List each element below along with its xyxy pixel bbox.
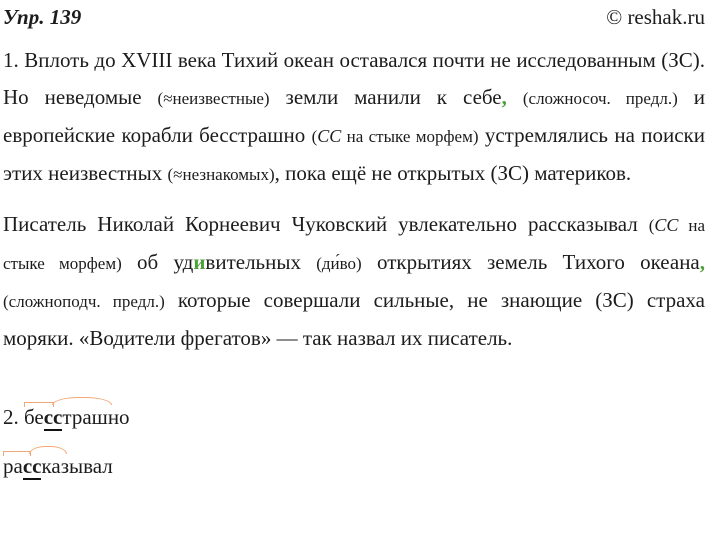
annotation-run: (: [648, 216, 655, 235]
annotation-run: (: [311, 127, 318, 146]
section-2-morpheme-analysis: [3, 405, 705, 478]
word-part: бе: [24, 405, 44, 429]
paragraph-1: [3, 42, 705, 193]
annotation-run: (сложносоч. предл.): [522, 89, 678, 108]
item-number: 2.: [3, 405, 24, 429]
word-part: ра: [3, 454, 23, 478]
root-arc-mark: [29, 446, 66, 455]
highlighted-comma: ,: [699, 250, 706, 274]
word-part: трашно: [62, 405, 130, 429]
annotation-run: (≈неизвестные): [157, 89, 270, 108]
text-run: Писатель Николай Корнеевич Чуковский увлекательно рассказывал: [3, 212, 649, 236]
text-run: [507, 85, 523, 109]
text-run: вительных: [205, 250, 317, 274]
double-consonant: сс: [22, 454, 42, 478]
annotation-run: (сложноподч. предл.): [3, 292, 165, 311]
paragraph-2: [3, 206, 705, 357]
annotation-run: (≈незнакомых): [167, 165, 275, 184]
prefix-mark: [3, 451, 31, 456]
text-run: и европейские корабли бесстрашно: [3, 85, 705, 147]
copyright-text: © reshak.ru: [606, 5, 705, 29]
text-run: земли манили к себе: [269, 85, 502, 109]
morpheme-word-besstrashno: [24, 405, 130, 429]
highlighted-letter: и: [193, 250, 206, 274]
root-arc-mark: [52, 397, 112, 406]
annotation-run: на стыке морфем): [341, 127, 479, 146]
morpheme-line: [3, 405, 705, 429]
morpheme-line: [3, 454, 705, 478]
morpheme-word-rasskazyval: [3, 454, 113, 478]
text-run: открытиях земель Тихого океана: [361, 250, 700, 274]
annotation-italic-run: СС: [654, 215, 679, 235]
word-part: казывал: [41, 454, 113, 478]
annotation-run: на стыке морфем): [3, 216, 705, 273]
text-run: , пока ещё не открытых (ЗС) материков.: [274, 161, 632, 185]
text-run: устремлялись на поиски этих неизвестных: [3, 123, 705, 185]
prefix-mark: [24, 402, 53, 407]
header: [3, 5, 705, 30]
text-run: об уд: [121, 250, 194, 274]
annotation-italic-run: СС: [317, 126, 342, 146]
text-run: которые совершали сильные, не знающие (ЗС) страха моряки. «Водители фрегатов» — так назвал их писатель.: [3, 288, 705, 350]
highlighted-comma: ,: [501, 85, 507, 109]
exercise-title: Упр. 139: [3, 5, 82, 29]
annotation-run: (ди́во): [316, 254, 362, 273]
double-consonant: сс: [43, 405, 63, 429]
text-run: 1. Вплоть до XVIII века Тихий океан оставался почти не исследованным (ЗС). Но неведомые: [3, 48, 705, 109]
